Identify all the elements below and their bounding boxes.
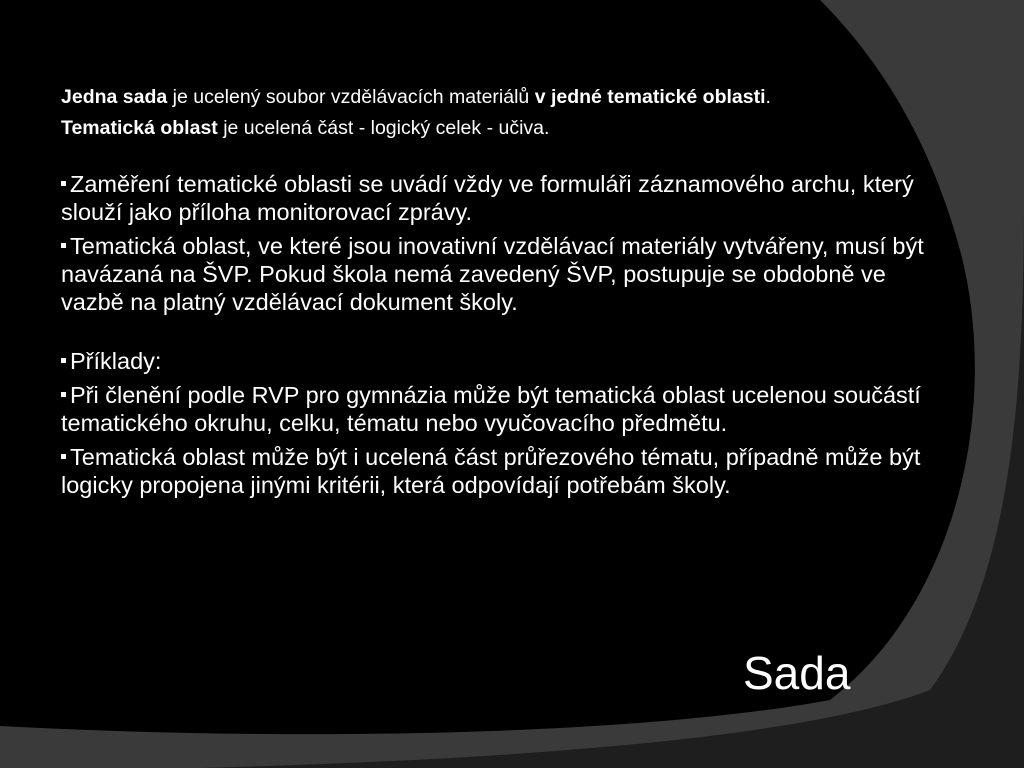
- bullet-text: Tematická oblast, ve které jsou inovativní vzdělávací materiály vytvářeny, musí být navázaná na ŠVP. Pokud škola nemá zavedený ŠVP, postupuje se obdobně ve vazbě na platný vzdělávací dokument školy.: [61, 233, 924, 315]
- text-run: je ucelená část - logický celek - učiva.: [217, 117, 550, 139]
- bullet-text: Při členění podle RVP pro gymnázia může být tematická oblast ucelenou součástí tematického okruhu, celku, tématu nebo vyučovacího předmětu.: [61, 382, 921, 436]
- bullet-text: Tematická oblast může být i ucelená část průřezového tématu, případně může být logicky propojena jinými kritérii, která odpovídají potřebám školy.: [61, 444, 921, 498]
- bullet-square-icon: [61, 392, 66, 397]
- bold-text: v jedné tematické oblasti: [534, 86, 766, 108]
- bullet-item: [61, 170, 951, 226]
- bold-text: Jedna sada: [61, 86, 168, 108]
- bullet-item: [61, 347, 951, 375]
- bullet-item: [61, 381, 951, 437]
- intro-paragraph: [61, 117, 951, 139]
- bullet-item: [61, 443, 951, 499]
- bullet-square-icon: [61, 454, 66, 459]
- bold-text: Tematická oblast: [61, 117, 218, 139]
- slide-body: [61, 86, 951, 499]
- slide-title: Sada: [743, 647, 851, 699]
- intro-section: [61, 86, 951, 139]
- bullet-square-icon: [61, 358, 66, 363]
- bullet-item: [61, 232, 951, 316]
- text-run: .: [765, 86, 771, 108]
- bullet-text: Zaměření tematické oblasti se uvádí vždy ve formuláři záznamového archu, který slouží jako příloha monitorovací zprávy.: [61, 171, 914, 225]
- text-run: je ucelený soubor vzdělávacích materiálů: [167, 86, 535, 108]
- intro-paragraph: [61, 86, 951, 108]
- bullet-square-icon: [61, 243, 66, 248]
- bullet-text: Příklady:: [70, 348, 162, 374]
- bullet-square-icon: [61, 181, 66, 186]
- bullet-list: [61, 170, 951, 499]
